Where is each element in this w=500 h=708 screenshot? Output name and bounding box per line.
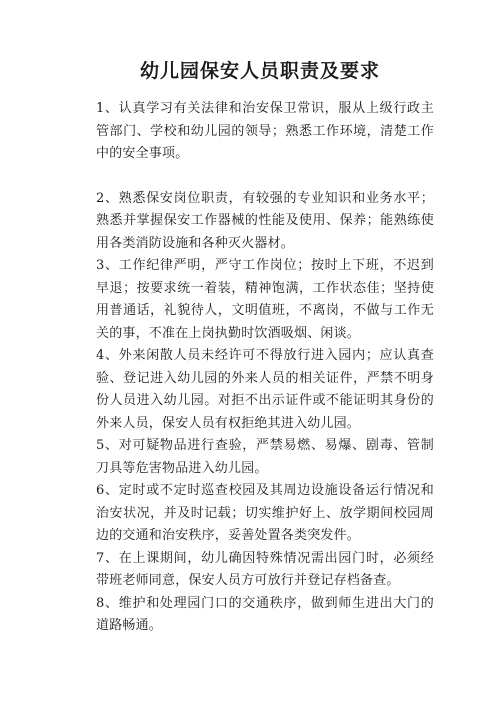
duty-item-2: 2、熟悉保安岗位职责，有较强的专业知识和业务水平；熟悉并掌握保安工作器械的性能及使用、保养；能熟练使用各类消防设施和各种灭火器材。: [96, 190, 434, 251]
duty-item-7: 7、在上课期间，幼儿确因特殊情况需出园门时，必须经带班老师同意，保安人员方可放行并登记存档备查。: [96, 550, 434, 588]
document-title: 幼儿园保安人员职责及要求: [139, 60, 380, 82]
duty-item-5: 5、对可疑物品进行查验，严禁易燃、易爆、剧毒、管制刀具等危害物品进入幼儿园。: [96, 438, 434, 476]
duty-item-3: 3、工作纪律严明，严守工作岗位；按时上下班，不迟到早退；按要求统一着装，精神饱满，工作状态佳；坚持使用普通话，礼貌待人，文明值班，不离岗，不做与工作无关的事，不准在上岗执勤时饮酒吸烟、闲谈。: [96, 258, 434, 341]
duty-item-4: 4、外来闲散人员未经许可不得放行进入园内；应认真查验、登记进入幼儿园的外来人员的相关证件，严禁不明身份人员进入幼儿园。对拒不出示证件或不能证明其身份的外来人员，保安人员有权拒绝其进入幼儿园。: [96, 348, 434, 431]
duty-item-1: 1、认真学习有关法律和治安保卫常识，服从上级行政主管部门、学校和幼儿园的领导；熟悉工作环境，清楚工作中的安全事项。: [96, 101, 434, 161]
duty-item-6: 6、定时或不定时巡查校园及其周边设施设备运行情况和治安状况，并及时记载；切实维护好上、放学期间校园周边的交通和治安秩序，妥善处置各类突发件。: [96, 483, 434, 543]
paragraph-gap: [96, 166, 434, 188]
duty-item-8: 8、维护和处理园门口的交通秩序，做到师生进出大门的道路畅通。: [96, 595, 434, 633]
